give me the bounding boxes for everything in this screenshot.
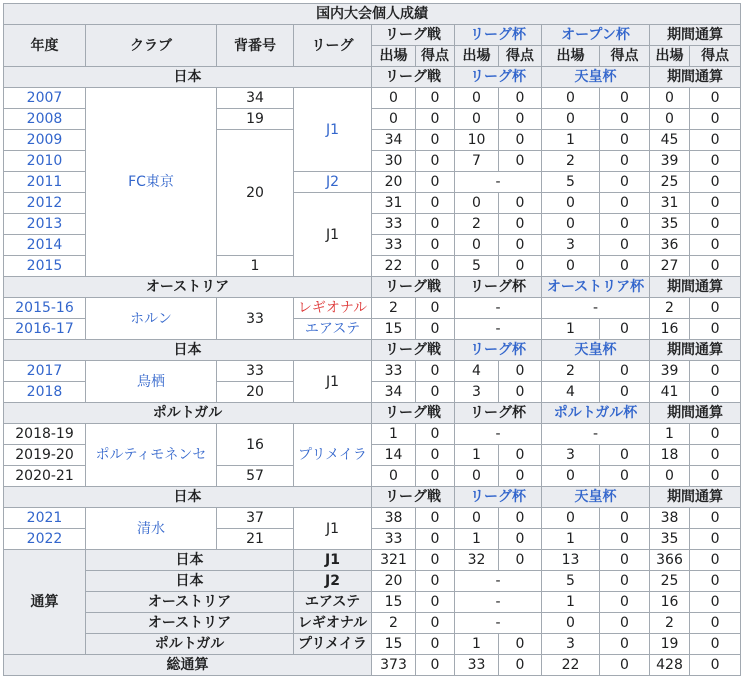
section-emperor-cup-link[interactable]: 天皇杯	[542, 67, 650, 88]
total-apps: 45	[650, 130, 690, 151]
section-total: 期間通算	[650, 403, 741, 424]
totals-country: オーストリア	[86, 613, 294, 634]
ec-goals: 0	[600, 634, 650, 655]
ec-apps: 0	[542, 508, 600, 529]
cup-apps: 0	[455, 109, 499, 130]
cup-dash: -	[455, 592, 542, 613]
league-apps: 14	[372, 445, 416, 466]
section-league-cup: リーグ杯	[455, 403, 542, 424]
cup-apps: 1	[455, 445, 499, 466]
league-goals: 0	[416, 529, 455, 550]
league-goals: 0	[416, 214, 455, 235]
ec-apps: 22	[542, 655, 600, 676]
grand-total-row	[4, 655, 741, 676]
header-goals: 得点	[416, 46, 455, 67]
total-goals: 0	[690, 193, 741, 214]
total-goals: 0	[690, 424, 741, 445]
ec-goals: 0	[600, 151, 650, 172]
number-cell: 21	[217, 529, 294, 550]
ec-goals: 0	[600, 319, 650, 340]
number-cell: 33	[217, 298, 294, 340]
league-apps: 34	[372, 130, 416, 151]
league-goals: 0	[416, 151, 455, 172]
league-apps: 0	[372, 109, 416, 130]
totals-row	[4, 550, 741, 571]
ec-goals: 0	[600, 592, 650, 613]
table-row	[4, 88, 741, 109]
totals-row	[4, 592, 741, 613]
cup-goals: 0	[499, 382, 542, 403]
ec-apps: 2	[542, 361, 600, 382]
league-apps: 30	[372, 151, 416, 172]
league-apps: 15	[372, 319, 416, 340]
league-goals: 0	[416, 592, 455, 613]
section-country: 日本	[4, 67, 372, 88]
ec-apps: 5	[542, 172, 600, 193]
cup-apps: 33	[455, 655, 499, 676]
club-link[interactable]: ホルン	[86, 298, 217, 340]
header-goals: 得点	[600, 46, 650, 67]
table-caption: 国内大会個人成績	[4, 4, 741, 25]
league-apps: 373	[372, 655, 416, 676]
year-link[interactable]: 2018	[4, 382, 86, 403]
league-goals: 0	[416, 382, 455, 403]
header-club: クラブ	[86, 25, 217, 67]
header-open-cup-link[interactable]: オープン杯	[542, 25, 650, 46]
cup-goals: 0	[499, 529, 542, 550]
cup-apps: 5	[455, 256, 499, 277]
total-apps: 35	[650, 214, 690, 235]
ec-apps: 1	[542, 319, 600, 340]
number-cell: 1	[217, 256, 294, 277]
section-country: オーストリア	[4, 277, 372, 298]
ec-goals: 0	[600, 529, 650, 550]
league-goals: 0	[416, 256, 455, 277]
league-goals: 0	[416, 361, 455, 382]
ec-goals: 0	[600, 193, 650, 214]
totals-label: 通算	[4, 550, 86, 655]
ec-goals: 0	[600, 613, 650, 634]
ec-goals: 0	[600, 571, 650, 592]
league-goals: 0	[416, 508, 455, 529]
totals-league: J2	[294, 571, 372, 592]
total-goals: 0	[690, 466, 741, 487]
cup-dash: -	[455, 319, 542, 340]
league-link[interactable]: プリメイラ	[294, 424, 372, 487]
section-total: 期間通算	[650, 277, 741, 298]
total-apps: 0	[650, 109, 690, 130]
year-link[interactable]: 2010	[4, 151, 86, 172]
header-row	[4, 25, 741, 46]
year-link[interactable]: 2008	[4, 109, 86, 130]
league-goals: 0	[416, 88, 455, 109]
ec-goals: 0	[600, 109, 650, 130]
league-goals: 0	[416, 445, 455, 466]
number-cell: 16	[217, 424, 294, 466]
cup-goals: 0	[499, 235, 542, 256]
league-link[interactable]: エアステ	[294, 319, 372, 340]
cup-apps: 0	[455, 88, 499, 109]
ec-apps: 13	[542, 550, 600, 571]
header-goals: 得点	[690, 46, 741, 67]
league-goals: 0	[416, 235, 455, 256]
league-apps: 2	[372, 298, 416, 319]
number-cell: 20	[217, 382, 294, 403]
totals-league: プリメイラ	[294, 634, 372, 655]
ec-apps: 3	[542, 235, 600, 256]
header-league-cup-link[interactable]: リーグ杯	[455, 25, 542, 46]
total-goals: 0	[690, 529, 741, 550]
number-cell: 34	[217, 88, 294, 109]
total-goals: 0	[690, 382, 741, 403]
total-goals: 0	[690, 550, 741, 571]
header-apps: 出場	[455, 46, 499, 67]
cup-apps: 0	[455, 466, 499, 487]
header-apps: 出場	[372, 46, 416, 67]
total-goals: 0	[690, 88, 741, 109]
section-league-match: リーグ戦	[372, 487, 455, 508]
section-row	[4, 487, 741, 508]
league-goals: 0	[416, 130, 455, 151]
total-apps: 19	[650, 634, 690, 655]
section-league-match: リーグ戦	[372, 67, 455, 88]
section-row	[4, 277, 741, 298]
ec-goals: 0	[600, 550, 650, 571]
league-cell: J1	[294, 193, 372, 277]
cup-apps: 10	[455, 130, 499, 151]
totals-row	[4, 571, 741, 592]
cup-apps: 4	[455, 361, 499, 382]
total-goals: 0	[690, 256, 741, 277]
league-apps: 321	[372, 550, 416, 571]
table-row	[4, 298, 741, 319]
number-cell: 19	[217, 109, 294, 130]
total-goals: 0	[690, 655, 741, 676]
number-cell: 20	[217, 130, 294, 256]
league-goals: 0	[416, 550, 455, 571]
ec-dash: -	[542, 424, 650, 445]
ec-goals: 0	[600, 88, 650, 109]
league-apps: 31	[372, 193, 416, 214]
totals-country: 日本	[86, 550, 294, 571]
league-goals: 0	[416, 613, 455, 634]
total-apps: 39	[650, 151, 690, 172]
total-apps: 2	[650, 298, 690, 319]
cup-goals: 0	[499, 550, 542, 571]
totals-country: オーストリア	[86, 592, 294, 613]
cup-apps: 0	[455, 235, 499, 256]
league-apps: 33	[372, 529, 416, 550]
ec-apps: 1	[542, 529, 600, 550]
cup-apps: 2	[455, 214, 499, 235]
cup-goals: 0	[499, 151, 542, 172]
number-cell: 57	[217, 466, 294, 487]
total-apps: 35	[650, 529, 690, 550]
ec-goals: 0	[600, 130, 650, 151]
total-goals: 0	[690, 592, 741, 613]
section-league-cup-link[interactable]: リーグ杯	[455, 487, 542, 508]
total-apps: 27	[650, 256, 690, 277]
league-apps: 0	[372, 88, 416, 109]
header-league: リーグ	[294, 25, 372, 67]
ec-apps: 0	[542, 109, 600, 130]
year-cell: 2019-20	[4, 445, 86, 466]
total-apps: 25	[650, 571, 690, 592]
cup-apps: 7	[455, 151, 499, 172]
year-link[interactable]: 2017	[4, 361, 86, 382]
ec-apps: 5	[542, 571, 600, 592]
grand-total-label: 総通算	[4, 655, 372, 676]
total-apps: 41	[650, 382, 690, 403]
total-goals: 0	[690, 634, 741, 655]
cup-goals: 0	[499, 445, 542, 466]
table-row	[4, 361, 741, 382]
league-goals: 0	[416, 298, 455, 319]
cup-goals: 0	[499, 655, 542, 676]
ec-goals: 0	[600, 361, 650, 382]
header-number: 背番号	[217, 25, 294, 67]
total-apps: 1	[650, 424, 690, 445]
cup-apps: 1	[455, 529, 499, 550]
cup-goals: 0	[499, 508, 542, 529]
section-league-cup-link[interactable]: リーグ杯	[455, 340, 542, 361]
year-link[interactable]: 2021	[4, 508, 86, 529]
total-apps: 31	[650, 193, 690, 214]
total-apps: 36	[650, 235, 690, 256]
section-country: 日本	[4, 340, 372, 361]
header-apps: 出場	[542, 46, 600, 67]
total-goals: 0	[690, 361, 741, 382]
league-apps: 2	[372, 613, 416, 634]
ec-goals: 0	[600, 256, 650, 277]
league-cell: J1	[294, 508, 372, 550]
cup-dash: -	[455, 298, 542, 319]
league-link[interactable]: J2	[294, 172, 372, 193]
league-goals: 0	[416, 109, 455, 130]
league-link[interactable]: レギオナル	[294, 298, 372, 319]
ec-goals: 0	[600, 655, 650, 676]
number-cell: 33	[217, 361, 294, 382]
total-apps: 25	[650, 172, 690, 193]
year-link[interactable]: 2022	[4, 529, 86, 550]
total-goals: 0	[690, 571, 741, 592]
cup-apps: 0	[455, 508, 499, 529]
league-apps: 22	[372, 256, 416, 277]
league-apps: 0	[372, 466, 416, 487]
cup-apps: 1	[455, 634, 499, 655]
totals-country: ポルトガル	[86, 634, 294, 655]
totals-league: レギオナル	[294, 613, 372, 634]
table-row	[4, 424, 741, 445]
ec-goals: 0	[600, 508, 650, 529]
league-goals: 0	[416, 655, 455, 676]
total-apps: 38	[650, 508, 690, 529]
header-league-match: リーグ戦	[372, 25, 455, 46]
year-link[interactable]: 2015-16	[4, 298, 86, 319]
year-cell: 2020-21	[4, 466, 86, 487]
cup-dash: -	[455, 613, 542, 634]
section-total: 期間通算	[650, 67, 741, 88]
ec-apps: 1	[542, 592, 600, 613]
league-goals: 0	[416, 571, 455, 592]
header-total: 期間通算	[650, 25, 741, 46]
club-link[interactable]: ポルティモネンセ	[86, 424, 217, 487]
section-country: 日本	[4, 487, 372, 508]
total-goals: 0	[690, 109, 741, 130]
league-apps: 20	[372, 571, 416, 592]
total-apps: 0	[650, 88, 690, 109]
cup-goals: 0	[499, 130, 542, 151]
section-league-match: リーグ戦	[372, 340, 455, 361]
totals-country: 日本	[86, 571, 294, 592]
league-goals: 0	[416, 319, 455, 340]
ec-apps: 0	[542, 88, 600, 109]
section-austria-cup-link[interactable]: オーストリア杯	[542, 277, 650, 298]
year-link[interactable]: 2011	[4, 172, 86, 193]
league-goals: 0	[416, 193, 455, 214]
cup-dash: -	[455, 571, 542, 592]
total-goals: 0	[690, 130, 741, 151]
cup-dash: -	[455, 172, 542, 193]
totals-league: J1	[294, 550, 372, 571]
section-league-cup-link[interactable]: リーグ杯	[455, 67, 542, 88]
league-apps: 20	[372, 172, 416, 193]
ec-apps: 1	[542, 130, 600, 151]
ec-apps: 4	[542, 382, 600, 403]
ec-apps: 2	[542, 151, 600, 172]
total-goals: 0	[690, 445, 741, 466]
section-row	[4, 403, 741, 424]
section-total: 期間通算	[650, 340, 741, 361]
totals-league: エアステ	[294, 592, 372, 613]
league-goals: 0	[416, 466, 455, 487]
year-link[interactable]: 2013	[4, 214, 86, 235]
year-link[interactable]: 2015	[4, 256, 86, 277]
cup-apps: 32	[455, 550, 499, 571]
total-goals: 0	[690, 319, 741, 340]
league-apps: 15	[372, 592, 416, 613]
year-link[interactable]: 2009	[4, 130, 86, 151]
ec-apps: 0	[542, 466, 600, 487]
caption-row	[4, 4, 741, 25]
total-apps: 18	[650, 445, 690, 466]
ec-goals: 0	[600, 214, 650, 235]
league-apps: 33	[372, 214, 416, 235]
total-goals: 0	[690, 298, 741, 319]
table-row	[4, 508, 741, 529]
ec-goals: 0	[600, 382, 650, 403]
cup-goals: 0	[499, 88, 542, 109]
league-apps: 33	[372, 235, 416, 256]
ec-apps: 3	[542, 445, 600, 466]
ec-dash: -	[542, 298, 650, 319]
league-apps: 33	[372, 361, 416, 382]
club-link[interactable]: 清水	[86, 508, 217, 550]
league-goals: 0	[416, 172, 455, 193]
total-goals: 0	[690, 214, 741, 235]
ec-goals: 0	[600, 235, 650, 256]
year-link[interactable]: 2014	[4, 235, 86, 256]
league-apps: 1	[372, 424, 416, 445]
ec-apps: 0	[542, 256, 600, 277]
total-apps: 16	[650, 592, 690, 613]
cup-goals: 0	[499, 109, 542, 130]
cup-goals: 0	[499, 634, 542, 655]
ec-apps: 0	[542, 214, 600, 235]
year-cell: 2018-19	[4, 424, 86, 445]
total-apps: 16	[650, 319, 690, 340]
league-goals: 0	[416, 424, 455, 445]
league-cell: J1	[294, 361, 372, 403]
total-apps: 39	[650, 361, 690, 382]
cup-goals: 0	[499, 361, 542, 382]
total-apps: 428	[650, 655, 690, 676]
ec-apps: 0	[542, 613, 600, 634]
ec-apps: 3	[542, 634, 600, 655]
section-emperor-cup-link[interactable]: 天皇杯	[542, 340, 650, 361]
totals-row	[4, 634, 741, 655]
header-goals: 得点	[499, 46, 542, 67]
cup-apps: 0	[455, 193, 499, 214]
cup-dash: -	[455, 424, 542, 445]
ec-goals: 0	[600, 445, 650, 466]
section-row	[4, 340, 741, 361]
section-country: ポルトガル	[4, 403, 372, 424]
year-link[interactable]: 2012	[4, 193, 86, 214]
section-portugal-cup-link[interactable]: ポルトガル杯	[542, 403, 650, 424]
club-link[interactable]: FC東京	[86, 88, 217, 277]
ec-apps: 0	[542, 193, 600, 214]
cup-goals: 0	[499, 214, 542, 235]
section-league-match: リーグ戦	[372, 403, 455, 424]
total-apps: 0	[650, 466, 690, 487]
league-goals: 0	[416, 634, 455, 655]
section-row	[4, 67, 741, 88]
section-emperor-cup-link[interactable]: 天皇杯	[542, 487, 650, 508]
league-apps: 34	[372, 382, 416, 403]
header-apps: 出場	[650, 46, 690, 67]
total-goals: 0	[690, 151, 741, 172]
section-league-match: リーグ戦	[372, 277, 455, 298]
total-apps: 2	[650, 613, 690, 634]
cup-goals: 0	[499, 193, 542, 214]
section-total: 期間通算	[650, 487, 741, 508]
league-apps: 38	[372, 508, 416, 529]
number-cell: 37	[217, 508, 294, 529]
total-apps: 366	[650, 550, 690, 571]
year-link[interactable]: 2007	[4, 88, 86, 109]
career-stats-table	[3, 3, 741, 676]
section-league-cup: リーグ杯	[455, 277, 542, 298]
year-link[interactable]: 2016-17	[4, 319, 86, 340]
league-apps: 15	[372, 634, 416, 655]
cup-goals: 0	[499, 256, 542, 277]
club-link[interactable]: 鳥栖	[86, 361, 217, 403]
cup-apps: 3	[455, 382, 499, 403]
total-goals: 0	[690, 613, 741, 634]
totals-row	[4, 613, 741, 634]
total-goals: 0	[690, 172, 741, 193]
ec-goals: 0	[600, 466, 650, 487]
header-year: 年度	[4, 25, 86, 67]
league-link[interactable]: J1	[294, 88, 372, 172]
cup-goals: 0	[499, 466, 542, 487]
ec-goals: 0	[600, 172, 650, 193]
total-goals: 0	[690, 235, 741, 256]
total-goals: 0	[690, 508, 741, 529]
